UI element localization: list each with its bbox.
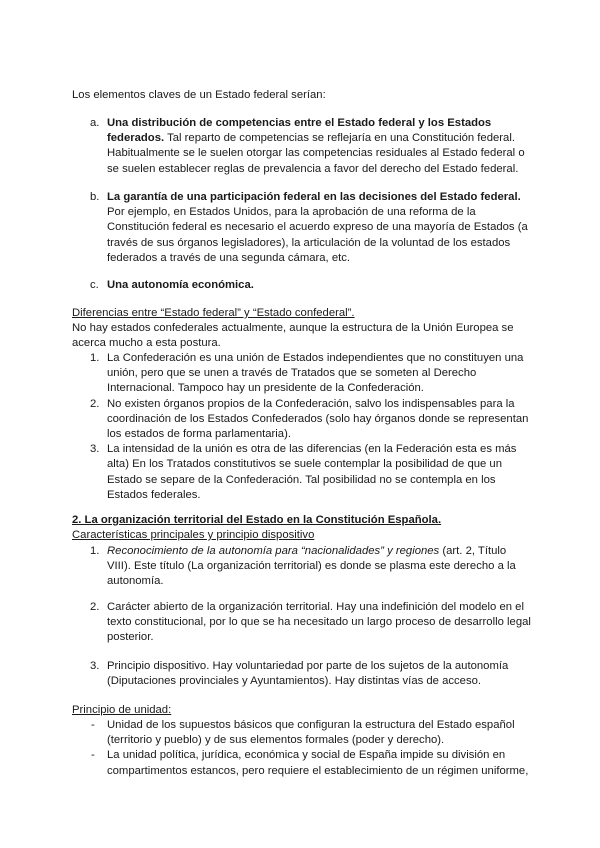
list-item-a: [90, 116, 530, 177]
list-item-content: [107, 116, 530, 177]
list-item: [72, 351, 532, 397]
list-item-text: La unidad política, jurídica, económica y social de España impide su división en compartimentos estancos, pero requiere el establecimiento de un régimen uniforme,: [107, 749, 529, 777]
differences-list: [72, 351, 532, 503]
list-marker: 2.: [90, 397, 100, 410]
list-marker: -: [91, 749, 95, 762]
list-marker: c.: [90, 279, 99, 291]
list-marker: 2.: [90, 601, 100, 613]
section2-item-1: [72, 544, 532, 590]
item-bold-text: La garantía de una participación federal en las decisiones del Estado federal.: [107, 191, 521, 203]
list-item-text: No existen órganos propios de la Confederación, salvo los indispensables para la coordinación de los Estados Confederados (solo hay órganos donde se representan los estados de forma parlamentaria).: [107, 397, 529, 441]
list-item-b: [90, 190, 530, 266]
list-marker: b.: [90, 191, 100, 203]
section-subtitle: Características principales y principio dispositivo: [72, 529, 315, 541]
intro-text: Los elementos claves de un Estado federal serían:: [72, 89, 326, 101]
list-item-text: Unidad de los supuestos básicos que configuran la estructura del Estado español (territorio y pueblo) y de sus elementos formales (poder y derecho).: [107, 719, 515, 747]
list-item-italic: Reconocimiento de la autonomía para “nacionalidades” y regiones: [107, 545, 440, 557]
list-item-text: Carácter abierto de la organización territorial. Hay una indefinición del modelo en el texto constitucional, por lo que se ha necesitado un largo proceso de desarrollo legal posterior.: [107, 601, 531, 644]
list-marker: -: [91, 719, 95, 731]
item-bold-text: Una autonomía económica.: [107, 279, 254, 291]
list-item-text: La Confederación es una unión de Estados independientes que no constituyen una unión, pero que se unen a través de Tratados que se someten al Derecho Internacional. Tampoco hay un presidente de la Confederación.: [107, 352, 524, 395]
item-text: Por ejemplo, en Estados Unidos, para la aprobación de una reforma de la Constitución federal es necesario el acuerdo expreso de una mayoría de Estados (a través de sus órganos legisladores), la articulación de la voluntad de los estados federados a través de una segunda cámara, etc.: [107, 206, 528, 264]
list-item: [72, 748, 532, 778]
unity-heading: Principio de unidad:: [72, 704, 172, 716]
list-item-text: (art. 2, Título VIII). Este título (La organización territorial) es donde se plasma este derecho a la autonomía.: [107, 545, 516, 588]
section2-item-3: [72, 659, 532, 689]
section-title: 2. La organización territorial del Estado en la Constitución Española.: [72, 514, 442, 526]
differences-heading: Diferencias entre “Estado federal” y “Estado confederal”.: [72, 307, 355, 319]
list-marker: 1.: [90, 352, 100, 364]
list-item-c: [90, 278, 530, 293]
list-item: [72, 659, 532, 689]
list-item-text: Principio dispositivo. Hay voluntariedad por parte de los sujetos de la autonomía (Diputaciones provinciales y Ayuntamientos). Hay distintas vías de acceso.: [107, 660, 509, 688]
list-item: [72, 442, 532, 503]
section2-item-2: [72, 600, 532, 646]
list-item: [72, 544, 532, 590]
list-item-text: La intensidad de la unión es otra de las diferencias (en la Federación esta es más alta) En los Tratados constitutivos se suele contemplar la posibilidad de que un Estado se separe de la Confederación. Tal posibilidad no se contempla en los Estados federales.: [107, 443, 517, 501]
list-item-content: [107, 278, 530, 293]
item-text: Tal reparto de competencias se reflejaría en una Constitución federal. Habitualmente se le suelen otorgar las competencias residuales al Estado federal o se suelen establecer reglas de prevalencia a favor del derecho del Estado federal.: [107, 132, 525, 175]
list-marker: 3.: [90, 660, 100, 672]
list-marker: 1.: [90, 545, 100, 557]
list-item-content: [107, 190, 530, 266]
differences-intro: No hay estados confederales actualmente, aunque la estructura de la Unión Europea se acerca mucho a esta postura.: [72, 322, 514, 350]
list-item: [72, 718, 532, 748]
unity-list: [72, 718, 532, 779]
list-marker: a.: [90, 117, 100, 129]
list-item: [72, 397, 532, 443]
item-bold-text: Una distribución de competencias entre el Estado federal y los Estados federados.: [107, 117, 492, 145]
list-item: [72, 600, 532, 646]
list-marker: 3.: [90, 443, 100, 456]
